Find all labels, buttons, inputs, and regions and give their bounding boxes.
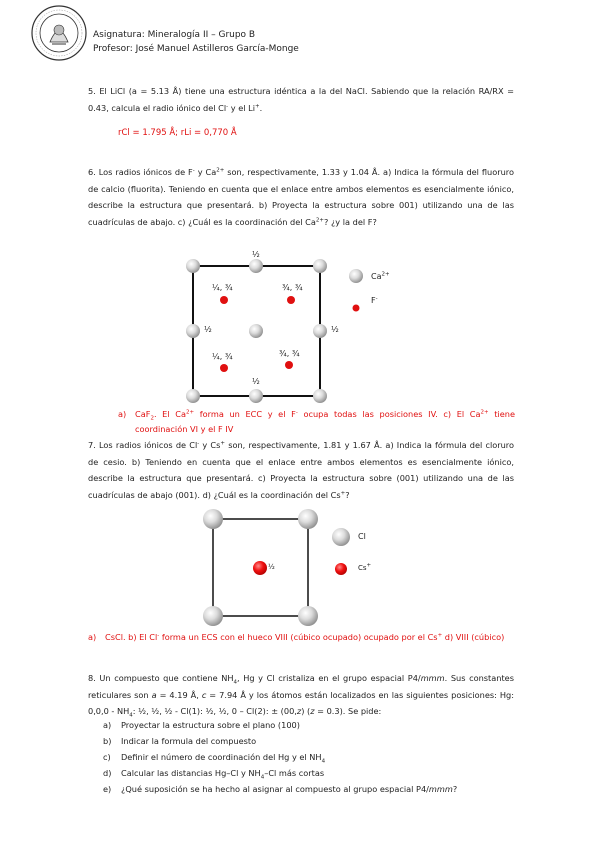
- list-marker: b): [103, 736, 112, 746]
- ca-atom: [249, 389, 263, 403]
- question-5: 5. El LiCl (a = 5.13 Å) tiene una estructura idéntica a la del NaCl. Sabiendo que la relación RA/RX = 0.43, calcula el radio iónico del Cl- y el Li+.: [88, 86, 514, 113]
- legend-ca: [347, 267, 365, 289]
- legend-ca-label: $Ca^{2+}$: [371, 271, 390, 281]
- f-atom: [287, 296, 295, 304]
- legend-cs-label: Cs+: [358, 562, 372, 572]
- legend-cs: [334, 561, 348, 580]
- list-item: Proyectar la estructura sobre el plano (100): [121, 720, 300, 730]
- list-item: Calcular las distancias Hg–Cl y $NH_4-Cl$ más cortas: [121, 768, 325, 781]
- label-top-left: ¼, ¾: [212, 283, 233, 292]
- answer-5: rCl = 1.795 Å; rLi = 0,770 Å: [118, 128, 237, 138]
- cl-atom: [203, 509, 223, 529]
- label-left: ½: [204, 325, 212, 334]
- ca-atom: [313, 259, 327, 273]
- answer-7-marker: a): [88, 632, 97, 642]
- label-bottom: ½: [252, 377, 260, 386]
- ca-atom: [249, 259, 263, 273]
- legend-cl-label: Cl: [358, 532, 366, 541]
- header-subject: Asignatura: Mineralogía II – Grupo B: [93, 30, 256, 40]
- ca-atom: [186, 389, 200, 403]
- header-professor: Profesor: José Manuel Astilleros García-Monge: [93, 44, 299, 54]
- cs-atom: [253, 561, 267, 575]
- list-item: Indicar la formula del compuesto: [121, 736, 257, 746]
- list-marker: d): [103, 768, 112, 778]
- list-item: Definir el número de coordinación del Hg y el $NH_4$: [121, 752, 326, 765]
- label-bottom-right: ¾, ¾: [279, 349, 300, 358]
- label-top: ½: [252, 250, 260, 259]
- answer-7: CsCl. b) El Cl- forma un ECS con el hueco VIII (cúbico ocupado) ocupado por el Cs+ d) VIII (cúbico): [105, 632, 505, 642]
- cl-atom: [298, 606, 318, 626]
- ca-atom: [186, 259, 200, 273]
- answer-6-marker: a): [118, 409, 127, 419]
- answer-6: CaF$_2$. El $Ca^{2+}$ forma un ECC y el F- ocupa todas las posiciones IV. c) El $Ca^{2+}$ tiene coordinación VI y el F IV: [135, 409, 515, 434]
- university-seal: [30, 4, 88, 62]
- list-marker: a): [103, 720, 112, 730]
- f-atom: [220, 296, 228, 304]
- question-8: 8. Un compuesto que contiene $NH_4$, Hg y Cl cristaliza en el grupo espacial P4/mmm. Sus constantes reticulares son a = 4.19 Å, c = 7.94 Å y los átomos están localizados en las siguientes posiciones: Hg: $0,0,0 - NH_4$: ½, ½, ½ - Cl(1): ½, ½, 0 – Cl(2): ± (00,z) (z = 0.3). Se pide:: [88, 673, 514, 719]
- cl-atom: [203, 606, 223, 626]
- label-top-right: ¾, ¾: [282, 283, 303, 292]
- legend-cl: [330, 526, 352, 552]
- legend-f-label: F-: [371, 295, 378, 305]
- cl-atom: [298, 509, 318, 529]
- ca-atom: [313, 389, 327, 403]
- ca-atom: [313, 324, 327, 338]
- label-bottom-left: ¼, ¾: [212, 352, 233, 361]
- cs-height-label: ½: [268, 563, 275, 571]
- ca-atom: [186, 324, 200, 338]
- list-item: ¿Qué suposición se ha hecho al asignar al compuesto al grupo espacial P4/mmm?: [121, 784, 458, 794]
- list-marker: e): [103, 784, 112, 794]
- ca-atom: [249, 324, 263, 338]
- list-marker: c): [103, 752, 111, 762]
- question-6: 6. Los radios iónicos de F- y $Ca^{2+}$ son, respectivamente, 1.33 y 1.04 Å. a) Indica la fórmula del fluoruro de calcio (fluorita). Teniendo en cuenta que el enlace entre ambos elementos es esencialmente iónico, describe la estructura que presentará. b) Proyecta la estructura sobre 001) utilizando una de las cuadrículas de abajo. c) ¿Cuál es la coordinación del $Ca^{2+}$? ¿y la del F?: [88, 167, 514, 227]
- f-atom: [285, 361, 293, 369]
- cscl-projection-diagram: [198, 505, 323, 630]
- question-7: 7. Los radios iónicos de Cl- y Cs+ son, respectivamente, 1.81 y 1.67 Å. a) Indica la fórmula del cloruro de cesio. b) Teniendo en cuenta que el enlace entre ambos elementos es esencialmente iónico, describe la estructura que presentará. c) Proyecta la estructura sobre (001) utilizando una de las cuadrículas de abajo (001). d) ¿Cuál es la coordinación del Cs+?: [88, 440, 514, 500]
- legend-f: [352, 297, 360, 316]
- f-atom: [220, 364, 228, 372]
- label-right: ½: [331, 325, 339, 334]
